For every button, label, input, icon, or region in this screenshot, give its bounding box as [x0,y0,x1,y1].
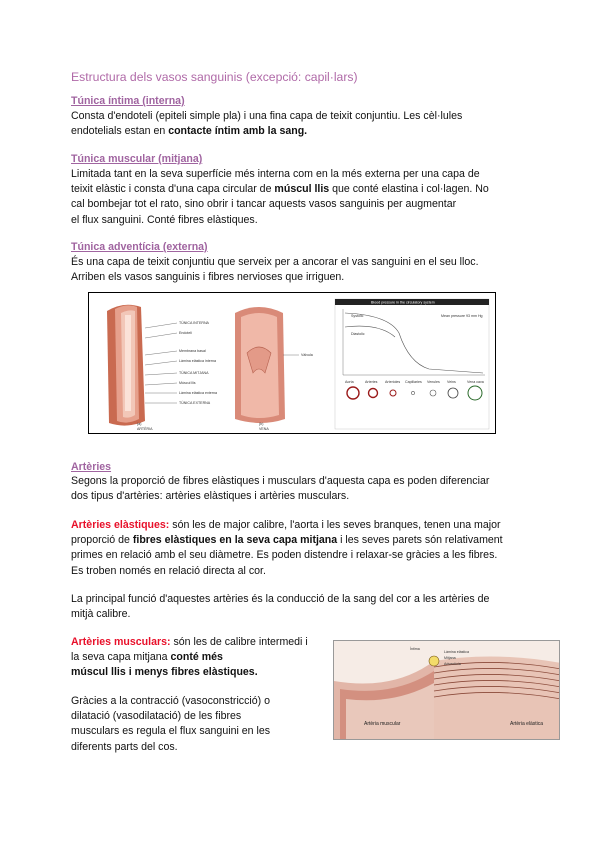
paragraph-contraction [71,694,331,755]
blood-pressure-chart [335,299,489,429]
text-line: Es troben només en relació directa al cor. [71,564,266,577]
curve-label-systolic: Systolic [351,314,364,318]
paragraph-function [71,592,541,622]
curve-label-diastolic: Diastolic [351,332,365,336]
label-intima: Íntima [410,647,420,651]
label-lamina-elastica-externa: Làmina elàstica externa [179,391,217,395]
vessel-label: Capillaries [405,380,422,384]
vessel-label: Venules [427,380,440,384]
caption-artery-letter: (a) [137,422,142,426]
text-line: Segons la proporció de fibres elàstiques i musculars d'aquesta capa es poden diferenciar [71,475,490,487]
label-mitjana: Mitjana [444,656,456,660]
caption-vein-letter: (b) [259,422,264,426]
vessel-label: Arterioles [385,380,401,384]
text-line: teixit elàstic i consta d'una capa circular de múscul llis que conté elastina i col·lagen. No [71,183,489,196]
label-tunica-externa: TÚNICA EXTERNA [179,401,211,405]
vessel-label: Aorta [345,380,354,384]
text-line: proporció de fibres elàstiques en la seva capa mitjana i les seves parets són relativament [71,534,503,547]
text-line: múscul llis i menys fibres elàstiques. [71,666,258,679]
text-line: primes en relació amb el seu diàmetre. Es poden distendre i relaxar-se gràcies a les fibres. [71,549,498,562]
heading-arteries: Artèries [71,461,112,473]
caption-elastic-artery: Artèria elàstica [510,721,544,727]
figure-artery-types-svg [334,641,560,740]
heading-tunica-muscular: Túnica muscular (mitjana) [71,153,203,165]
text-line: dos tipus d'artèries: artèries elàstiques i artèries musculars. [71,490,350,503]
label-tunica-mitjana: TÚNICA MITJANA [179,371,209,375]
text-line: endotelials estan en contacte íntim amb la sang. [71,125,308,138]
caption-muscular-artery: Artèria muscular [364,721,401,727]
paragraph-muscular-arteries [71,635,331,681]
text-line: És una capa de teixit conjuntiu que serveix per a ancorar el vas sanguini en el seu lloc. [71,256,479,268]
figure-artery-types [333,640,560,740]
figure-vessel-structure [88,292,496,434]
chart-title: Blood pressure in the circulatory system [371,300,435,305]
vessel-label: Arteries [365,380,378,384]
chart-note: Mean pressure 93 mm Hg [441,314,483,318]
heading-tunica-intima: Túnica íntima (interna) [71,95,185,107]
label-lamina-elastica-interna: Làmina elàstica interna [179,359,216,363]
text-line: mitjà calibre. [71,608,131,621]
vein-illustration [235,307,313,431]
caption-artery: ARTÈRIA [137,427,153,431]
paragraph-arteries [71,474,541,504]
text-line: dilatació (vasodilatació) de les fibres [71,710,242,723]
vessel-label: Vena cava [467,380,484,384]
page-title: Estructura dels vasos sanguinis (excepció: capil·lars) [71,70,358,84]
text-line: Artèries elàstiques: són les de major calibre, l'aorta i les seves branques, tenen una major [71,519,501,531]
text-line: diferents parts del cos. [71,740,178,753]
label-lamina-elastica: Làmina elàstica [444,650,469,654]
text-line: Arriben els vasos sanguinis i fibres nervioses que irriguen. [71,271,345,284]
figure-vessel-structure-svg [89,293,496,434]
paragraph-tunica-intima [71,109,541,139]
text-line: Artèries musculars: són les de calibre intermedi i [71,636,308,648]
paragraph-tunica-muscular [71,167,541,228]
text-line: el flux sanguini. Conté fibres elàstiques. [71,213,258,226]
text-line: cal bombejar tot el rato, sino obrir i tancar aquests vasos sanguinis per augmentar [71,198,457,211]
artery-illustration [107,305,217,431]
heading-tunica-adventicia: Túnica adventícia (externa) [71,241,208,253]
label-adventicia: Adventícia [444,662,461,666]
text-line: Limitada tant en la seva superfície més interna com en la més externa per una capa de [71,168,480,180]
label-valvula: Vàlvula [301,353,313,357]
text-line: Gràcies a la contracció (vasoconstricció) o [71,695,271,707]
label-endoteli: Endoteli [179,331,192,335]
caption-vein: VENA [259,427,269,431]
text-line: La principal funció d'aquestes artèries és la conducció de la sang del cor a les artèries de [71,593,490,605]
label-muscul-llis: Múscul llis [179,381,196,385]
vessel-label: Veins [447,380,456,384]
text-line: la seva capa mitjana conté més [71,651,223,664]
paragraph-tunica-adventicia [71,255,541,285]
label-membrana-basal: Membrana basal [179,349,206,353]
text-line: musculars es regula el flux sanguini en les [71,725,271,738]
paragraph-elastic-arteries [71,518,541,579]
label-tunica-interna: TÚNICA INTERNA [179,321,209,325]
text-line: Consta d'endoteli (epiteli simple pla) i una fina capa de teixit conjuntiu. Les cèl·lules [71,110,463,122]
